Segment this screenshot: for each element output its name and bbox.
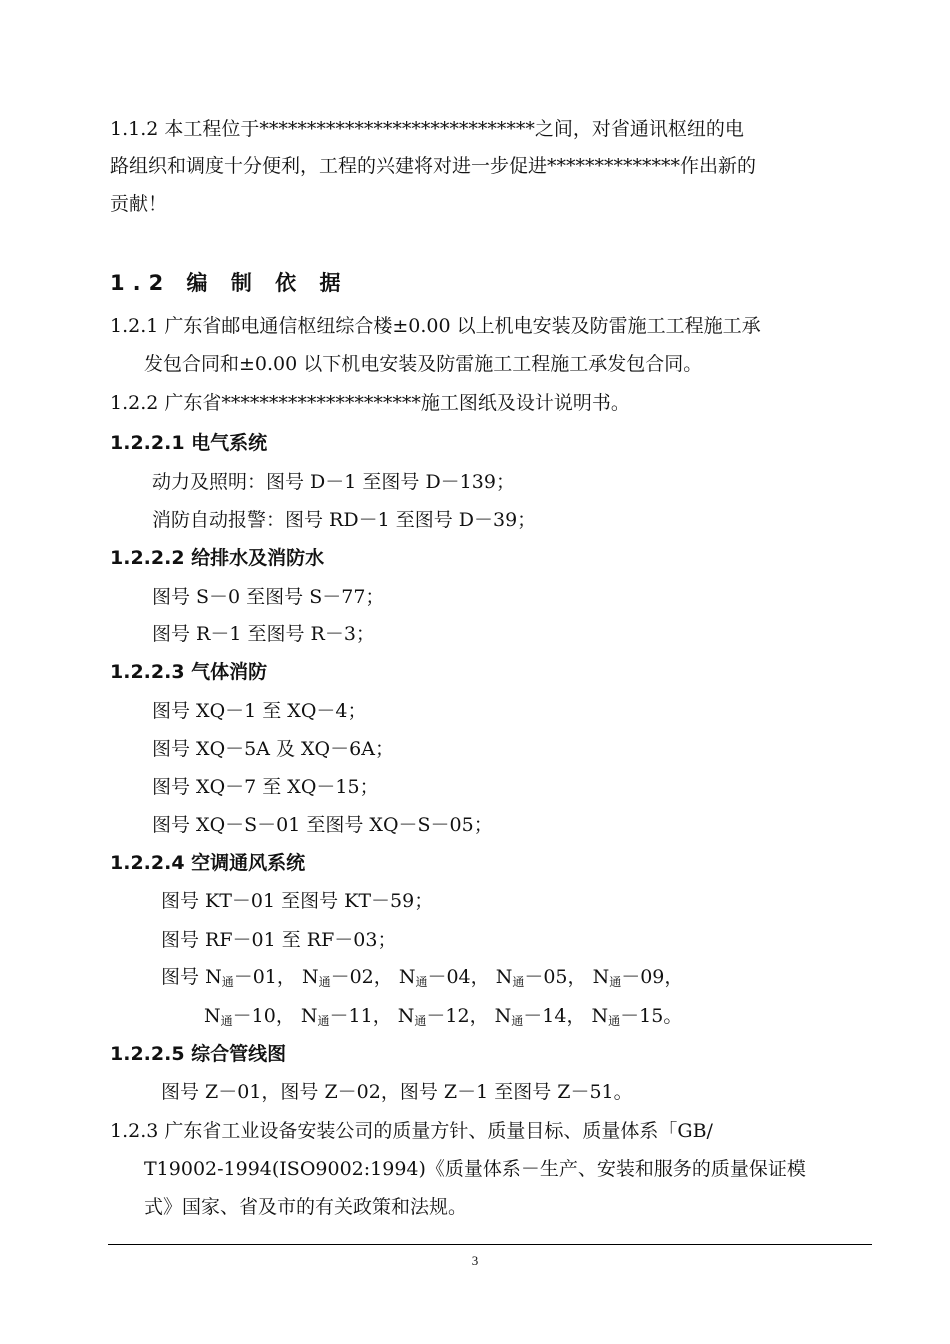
page-number: 3 — [471, 1253, 479, 1268]
electrical-line-1: 动力及照明：图号 D－1 至图号 D－139； — [152, 471, 515, 493]
n-code: $N_通-09$， — [592, 966, 684, 989]
footer-divider — [108, 1244, 872, 1245]
n-code: $N_通-01$， — [205, 966, 296, 989]
pipeline-line-1: 图号 Z－01，图号 Z－02，图号 Z－1 至图号 Z－51。 — [161, 1081, 633, 1103]
item-1-2-1-line-1: 1.2.1 广东省邮电通信枢纽综合楼±0.00 以上机电安装及防雷施工工程施工承 — [110, 315, 761, 337]
item-1-2-3-line-1: 1.2.3 广东省工业设备安装公司的质量方针、质量目标、质量体系「GB/ — [110, 1120, 713, 1142]
paragraph-1-1-2-line-3: 贡献！ — [110, 193, 168, 215]
gas-fire-line-4: 图号 XQ－S－01 至图号 XQ－S－05； — [152, 814, 493, 836]
item-1-2-2-line-1: 1.2.2 广东省*********************施工图纸及设计说明书。 — [110, 392, 630, 414]
item-1-2-3-line-2: T19002-1994(ISO9002:1994)《质量体系－生产、安装和服务的质量保证模 — [144, 1158, 806, 1180]
water-line-2: 图号 R－1 至图号 R－3； — [152, 623, 375, 645]
n-code: $N_通-12$， — [397, 1005, 489, 1028]
n-code: $N_通-10$， — [204, 1005, 295, 1028]
n-code: $N_通-04$， — [398, 966, 490, 989]
paragraph-1-1-2-line-1: 1.1.2 本工程位于*****************************之间，对省通讯枢纽的电 — [110, 118, 744, 140]
hvac-line-2: 图号 RF－01 至 RF－03； — [161, 929, 397, 951]
gas-fire-line-2: 图号 XQ－5A 及 XQ－6A； — [152, 738, 394, 760]
n-code: $N_通-15$。 — [591, 1005, 683, 1028]
n-code: $N_通-14$， — [494, 1005, 586, 1028]
hvac-line-1: 图号 KT－01 至图号 KT－59； — [161, 890, 434, 912]
subheading-1-2-2-2: 1.2.2.2 给排水及消防水 — [110, 547, 325, 569]
hvac-n-row-2 — [204, 1003, 682, 1034]
item-1-2-1-line-2: 发包合同和±0.00 以下机电安装及防雷施工工程施工承发包合同。 — [144, 353, 703, 375]
paragraph-1-1-2-line-2: 路组织和调度十分便利，工程的兴建将对进一步促进**************作出新的 — [110, 155, 757, 177]
item-1-2-3-line-3: 式》国家、省及市的有关政策和法规。 — [144, 1196, 468, 1218]
subheading-1-2-2-3: 1.2.2.3 气体消防 — [110, 661, 268, 683]
n-code: $N_通-02$， — [301, 966, 393, 989]
n-code: $N_通-05$， — [495, 966, 587, 989]
subheading-1-2-2-4: 1.2.2.4 空调通风系统 — [110, 852, 306, 874]
water-line-1: 图号 S－0 至图号 S－77； — [152, 586, 385, 608]
drawing-no-label: 图号 — [161, 966, 200, 988]
gas-fire-line-3: 图号 XQ－7 至 XQ－15； — [152, 776, 379, 798]
electrical-line-2: 消防自动报警：图号 RD－1 至图号 D－39； — [152, 509, 537, 531]
n-code: $N_通-11$， — [300, 1005, 392, 1028]
subheading-1-2-2-1: 1.2.2.1 电气系统 — [110, 432, 268, 454]
hvac-n-row-1 — [161, 964, 683, 995]
gas-fire-line-1: 图号 XQ－1 至 XQ－4； — [152, 700, 367, 722]
subheading-1-2-2-5: 1.2.2.5 综合管线图 — [110, 1043, 287, 1065]
section-heading-1-2: 1.2 编 制 依 据 — [110, 271, 349, 295]
